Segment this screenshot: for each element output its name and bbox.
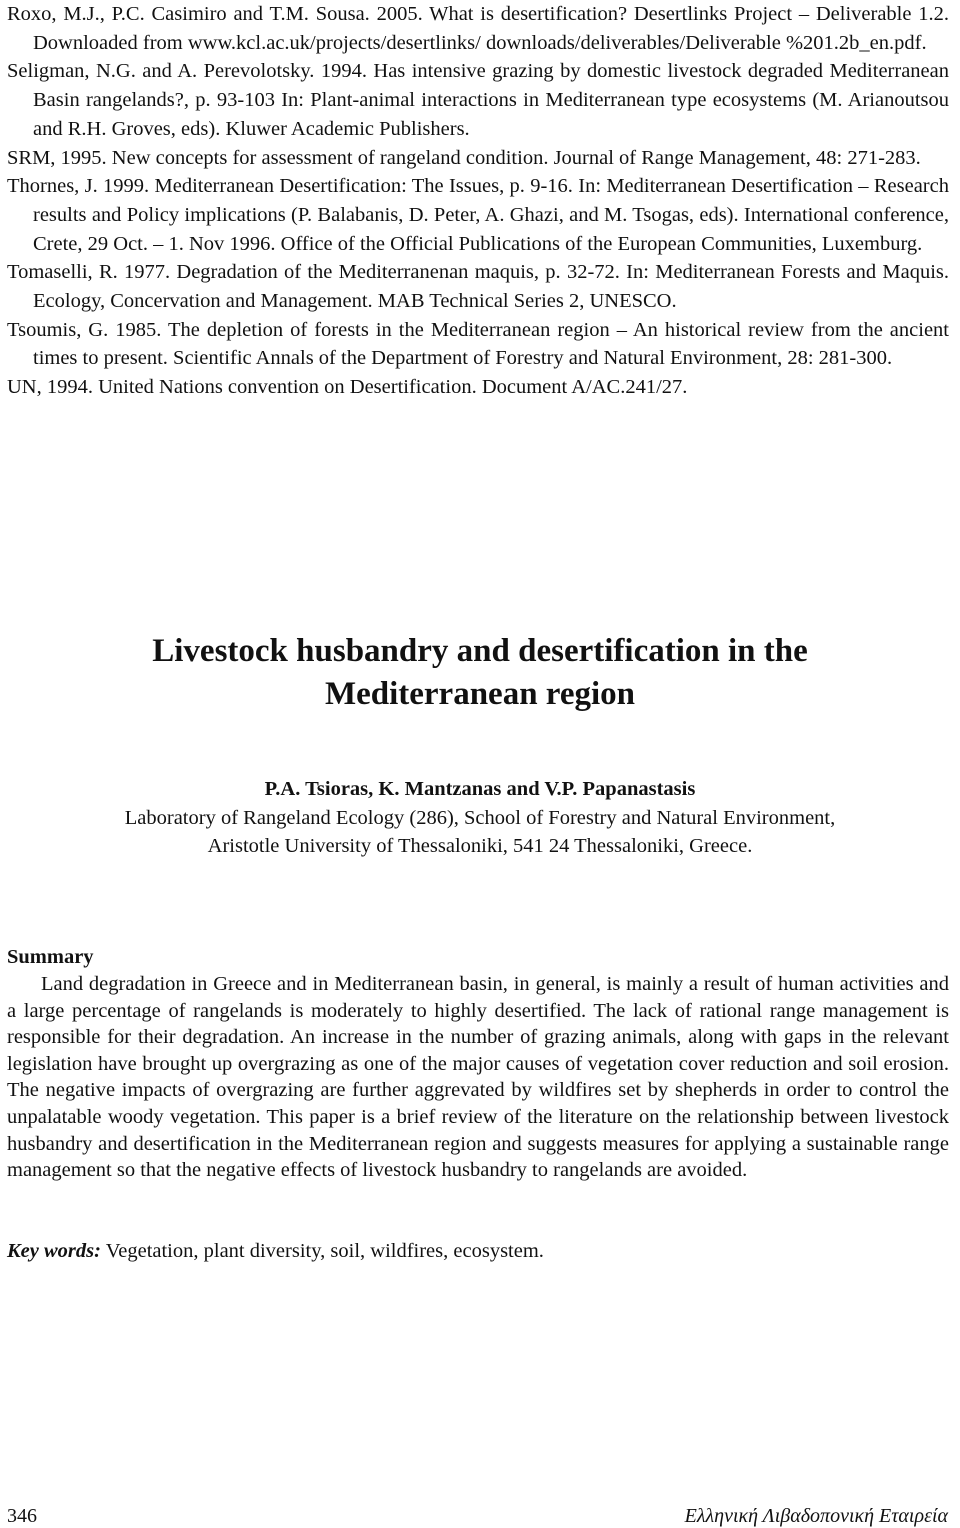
reference-item: Roxo, M.J., P.C. Casimiro and T.M. Sousa. 2005. What is desertification? Desertlinks Project – Deliverable 1.2. Downloaded from www.kcl.ac.uk/projects/desertlinks/ downloads/deliverables/Deliverable %201.2b_en.pdf. — [7, 3, 949, 54]
keywords — [7, 1240, 544, 1263]
reference-item: Thornes, J. 1999. Mediterranean Desertification: The Issues, p. 9-16. In: Mediterranean Desertification – Research results and Policy implications (P. Balabanis, D. Peter, A. Ghazi, and M. Tsogas, eds). International conference, Crete, 29 Oct. – 1. Nov 1996. Office of the Official Publications of the European Communities, Luxemburg. — [7, 175, 949, 255]
affiliation-line-1: Laboratory of Rangeland Ecology (286), School of Forestry and Natural Environment, — [124, 806, 836, 829]
affiliation-line-2: Aristotle University of Thessaloniki, 541 24 Thessaloniki, Greece. — [207, 835, 753, 857]
reference-item: Tomaselli, R. 1977. Degradation of the Mediterranenan maquis, p. 32-72. In: Mediterranean Forests and Maquis. Ecology, Concervation and Management. MAB Technical Series 2, UNESCO. — [7, 261, 949, 313]
keywords-label: Key words: — [7, 1240, 101, 1262]
keywords-list: Vegetation, plant diversity, soil, wildfires, ecosystem. — [100, 1240, 544, 1262]
article-title-line-1: Livestock husbandry and desertification in the — [152, 633, 808, 669]
reference-item: Seligman, N.G. and A. Perevolotsky. 1994. Has intensive grazing by domestic livestock degraded Mediterranean Basin rangelands?, p. 93-103 In: Plant-animal interactions in Mediterranean type ecosystems (M. Arianoutsou and R.H. Groves, eds). Kluwer Academic Publishers. — [7, 60, 949, 140]
article-title-line-2: Mediterranean region — [324, 676, 636, 712]
reference-list — [7, 0, 949, 402]
authors: P.A. Tsioras, K. Mantzanas and V.P. Papanastasis — [264, 778, 696, 800]
summary-heading: Summary — [7, 946, 94, 968]
reference-item: SRM, 1995. New concepts for assessment of rangeland condition. Journal of Range Management, 48: 271-283. — [7, 146, 921, 169]
page-number: 346 — [7, 1505, 37, 1527]
reference-item: Tsoumis, G. 1985. The depletion of forests in the Mediterranean region – An historical review from the ancient times to present. Scientific Annals of the Department of Forestry and Natural Environment, 28: 281-300. — [7, 318, 949, 370]
summary-text: Land degradation in Greece and in Mediterranean basin, in general, is mainly a result of human activities and a large percentage of rangelands is moderately to highly desertified. The lack of rational range management is responsible for their degradation. An increase in the number of grazing animals, along with gaps in the relevant legislation have brought up overgrazing as one of the major causes of vegetation cover reduction and soil erosion. The negative impacts of overgrazing are further aggrevated by wildfires set by shepherds in order to control the unpalatable woody vegetation. This paper is a brief review of the literature on the relationship between livestock husbandry and desertification in the Mediterranean region and suggests measures for applying a sustainable range management so that the negative effects of livestock husbandry to rangelands are avoided. — [7, 973, 949, 1182]
article-title — [0, 630, 960, 716]
journal-name: Ελληνική Λιβαδοπονική Εταιρεία — [684, 1505, 948, 1527]
author-block — [0, 775, 960, 861]
reference-item: UN, 1994. United Nations convention on Desertification. Document A/AC.241/27. — [7, 376, 688, 399]
